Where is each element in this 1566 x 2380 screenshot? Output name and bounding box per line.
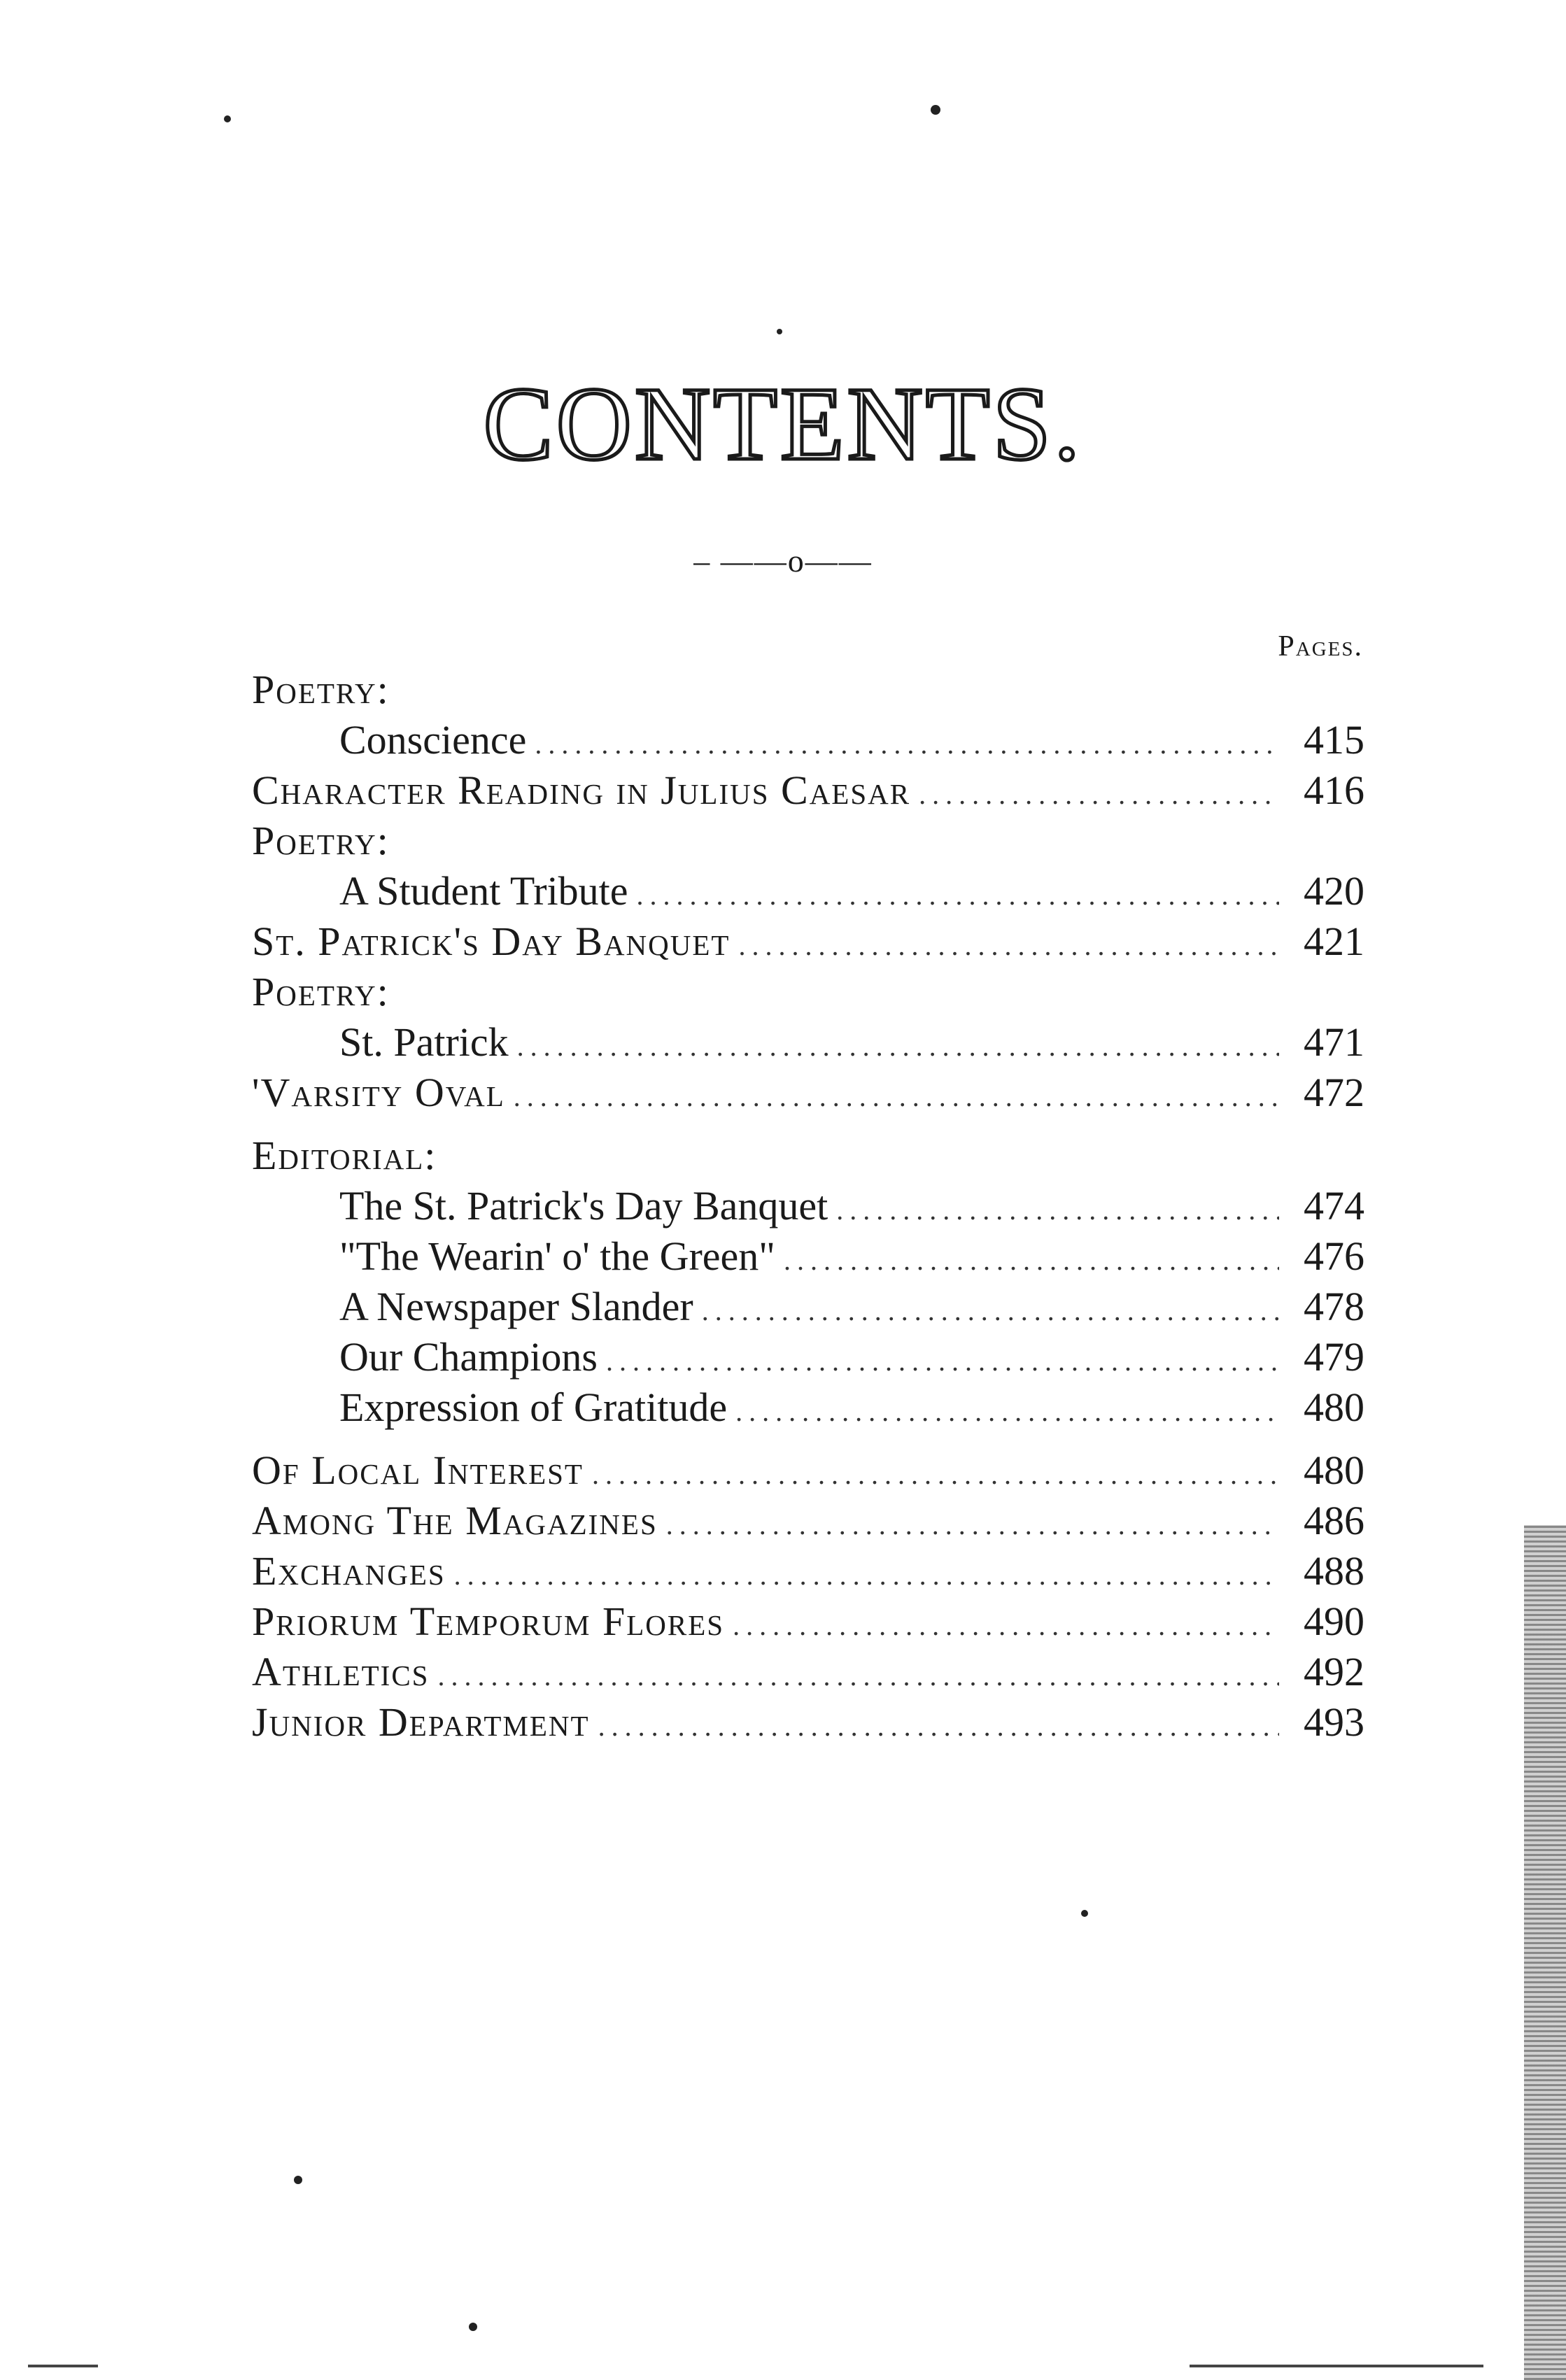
toc-entry	[252, 1332, 1364, 1382]
toc-entry-label: Junior Department	[252, 1699, 590, 1745]
toc-entry-label: Conscience	[339, 717, 527, 763]
leader-dots	[437, 1651, 1279, 1701]
leader-dots	[836, 1185, 1279, 1235]
toc-entry-label: St. Patrick	[339, 1019, 509, 1065]
toc-entry-page: 492	[1304, 1649, 1364, 1694]
scan-speck	[1081, 1910, 1088, 1917]
toc-entry	[252, 1017, 1364, 1068]
toc-entry-label: Character Reading in Julius Caesar	[252, 767, 911, 813]
toc-entry-label: Editorial:	[252, 1133, 437, 1178]
toc-entry-label: Poetry:	[252, 818, 390, 863]
leader-dots	[637, 870, 1279, 921]
toc-entry	[252, 866, 1364, 916]
scan-page-edge	[1524, 1525, 1566, 2380]
toc-entry-label: Poetry:	[252, 969, 390, 1014]
scan-speck	[931, 105, 940, 115]
toc-entry-label: Priorum Temporum Flores	[252, 1599, 725, 1644]
leader-dots	[702, 1286, 1279, 1336]
toc-entry-page: 488	[1304, 1548, 1364, 1594]
page-title: CONTENTS.	[483, 366, 1083, 482]
toc-entry-page: 472	[1304, 1070, 1364, 1115]
toc-entry-page: 493	[1304, 1699, 1364, 1745]
leader-dots	[535, 719, 1279, 770]
toc-entry-label: Expression of Gratitude	[339, 1384, 728, 1430]
table-of-contents	[252, 665, 1364, 1748]
toc-entry-page: 420	[1304, 868, 1364, 914]
pages-column-header: Pages.	[1278, 630, 1363, 663]
scan-speck	[294, 2176, 302, 2184]
toc-entry-label: A Newspaper Slander	[339, 1284, 693, 1329]
leader-dots	[454, 1550, 1279, 1601]
toc-entry	[252, 1596, 1364, 1647]
leader-dots	[514, 1072, 1279, 1122]
toc-entry-page: 479	[1304, 1334, 1364, 1380]
leader-dots	[735, 1387, 1279, 1437]
toc-entry-label: St. Patrick's Day Banquet	[252, 919, 731, 964]
leader-dots	[733, 1601, 1279, 1651]
toc-entry-page: 486	[1304, 1498, 1364, 1543]
toc-entry-label: The St. Patrick's Day Banquet	[339, 1183, 828, 1228]
leader-dots	[919, 770, 1279, 820]
toc-entry	[252, 715, 1364, 765]
scan-speck	[777, 329, 782, 334]
toc-entry-page: 478	[1304, 1284, 1364, 1329]
toc-entry-page: 415	[1304, 717, 1364, 763]
toc-entry	[252, 1445, 1364, 1496]
toc-entry	[252, 1181, 1364, 1231]
toc-entry-page: 474	[1304, 1183, 1364, 1228]
scan-speck	[469, 2323, 477, 2331]
toc-entry	[252, 1282, 1364, 1332]
toc-entry-label: Our Champions	[339, 1334, 598, 1380]
toc-entry-page: 471	[1304, 1019, 1364, 1065]
toc-entry	[252, 967, 1364, 1017]
toc-entry	[252, 1068, 1364, 1118]
toc-entry	[252, 916, 1364, 967]
toc-entry-page: 490	[1304, 1599, 1364, 1644]
toc-entry-label: Exchanges	[252, 1548, 446, 1594]
leader-dots	[517, 1021, 1279, 1072]
scan-speck	[224, 115, 231, 122]
toc-entry-label: 'Varsity Oval	[252, 1070, 505, 1115]
toc-entry-label: Poetry:	[252, 667, 390, 712]
toc-entry-label: A Student Tribute	[339, 868, 628, 914]
leader-dots	[666, 1500, 1279, 1550]
toc-entry	[252, 1647, 1364, 1697]
leader-dots	[784, 1235, 1279, 1286]
toc-entry-label: Of Local Interest	[252, 1447, 584, 1493]
toc-entry	[252, 816, 1364, 866]
leader-dots	[606, 1336, 1279, 1387]
scan-bottom-rule	[28, 2365, 98, 2367]
toc-entry	[252, 1697, 1364, 1748]
toc-entry	[252, 1382, 1364, 1433]
toc-entry-page: 416	[1304, 767, 1364, 813]
toc-entry-label: "The Wearin' o' the Green"	[339, 1233, 775, 1279]
leader-dots	[598, 1701, 1279, 1752]
toc-entry	[252, 1496, 1364, 1546]
title-divider: – ——o——	[693, 543, 873, 579]
scan-bottom-rule	[1190, 2365, 1483, 2367]
toc-entry	[252, 1231, 1364, 1282]
toc-entry	[252, 765, 1364, 816]
toc-entry	[252, 1131, 1364, 1181]
toc-entry-page: 480	[1304, 1447, 1364, 1493]
leader-dots	[738, 921, 1279, 971]
toc-entry-page: 421	[1304, 919, 1364, 964]
toc-entry	[252, 1546, 1364, 1596]
toc-entry-page: 476	[1304, 1233, 1364, 1279]
toc-entry-label: Athletics	[252, 1649, 430, 1694]
toc-entry-page: 480	[1304, 1384, 1364, 1430]
leader-dots	[592, 1450, 1279, 1500]
toc-entry-label: Among The Magazines	[252, 1498, 658, 1543]
toc-entry	[252, 665, 1364, 715]
